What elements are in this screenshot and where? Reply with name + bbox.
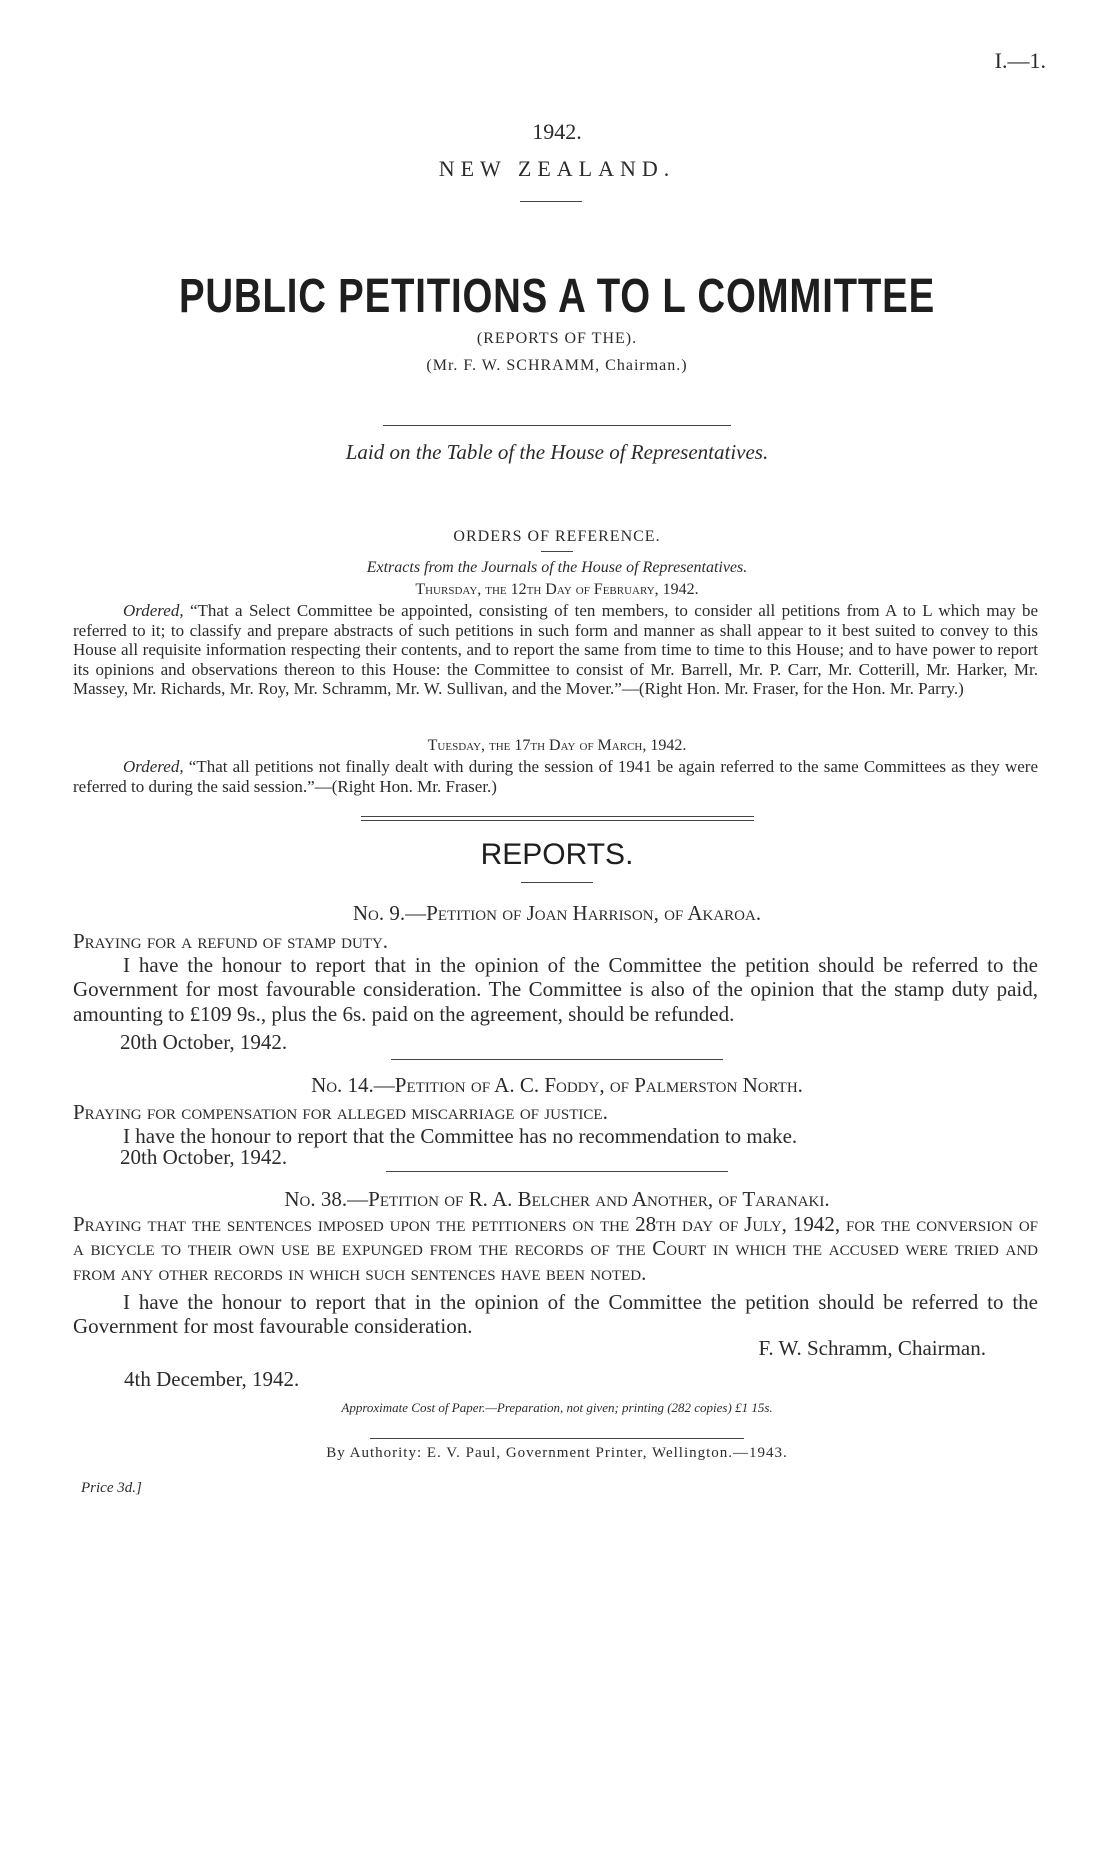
divider xyxy=(386,1171,728,1172)
chairman-line: (Mr. F. W. SCHRAMM, Chairman.) xyxy=(426,357,688,374)
divider xyxy=(541,551,573,552)
report-date: 20th October, 1942. xyxy=(120,1030,288,1054)
signature: F. W. Schramm, Chairman. xyxy=(758,1336,986,1360)
order-1 xyxy=(73,601,1038,699)
report-praying xyxy=(73,1212,1038,1285)
order-date-2: Tuesday, the 17th Day of March, 1942. xyxy=(427,737,687,754)
divider xyxy=(370,1438,744,1439)
cost-note xyxy=(0,1400,1114,1416)
report-title: No. 38.—Petition of R. A. Belcher and Another, of Taranaki. xyxy=(284,1187,830,1211)
order-date-1: Thursday, the 12th Day of February, 1942. xyxy=(415,581,699,598)
report-title: No. 14.—Petition of A. C. Foddy, of Palmerston North. xyxy=(311,1073,803,1097)
page-title: PUBLIC PETITIONS A TO L COMMITTEE xyxy=(178,270,936,323)
praying-text: Praying that the sentences imposed upon the petitioners on the 28th day of July, 1942, for the conversion of a bicycle to their own use be expunged from the records of the Court in which the accused were tried and from any other records in which such sentences have been noted. xyxy=(73,1212,1038,1285)
order-1-label: Ordered, xyxy=(123,601,184,620)
divider xyxy=(391,1059,723,1060)
order-2 xyxy=(73,757,1038,796)
order-2-text: “That all petitions not finally dealt with during the session of 1941 be again referred to the same Committees as they were referred to during the said session.”—(Right Hon. Mr. Fraser.) xyxy=(73,757,1039,796)
year: 1942. xyxy=(532,119,582,144)
reports-heading: REPORTS. xyxy=(480,838,634,871)
divider xyxy=(521,882,593,883)
price: Price 3d.] xyxy=(81,1480,142,1496)
country: NEW ZEALAND. xyxy=(438,156,676,181)
subtitle: (REPORTS OF THE). xyxy=(476,330,638,347)
report-praying xyxy=(73,929,1038,953)
praying-text: Praying for a refund of stamp duty. xyxy=(73,929,389,953)
report-body: I have the honour to report that in the opinion of the Committee the petition should be referred to the Government for most favourable consideration. xyxy=(73,1290,1038,1339)
report-date: 4th December, 1942. xyxy=(124,1367,300,1391)
report-title: No. 9.—Petition of Joan Harrison, of Akaroa. xyxy=(352,901,762,925)
order-1-text: “That a Select Committee be appointed, consisting of ten members, to consider all petitions from A to L which may be referred to it; to classify and prepare abstracts of such petitions in such form and manner as shall appear to it best suited to convey to this House all requisite information respecting their contents, and to report the same from time to time to this House; and to have power to report its opinions and observations thereon to this House: the Committee to consist of Mr. Barrell, Mr. P. Carr, Mr. Cotterill, Mr. Harker, Mr. Massey, Mr. Richards, Mr. Roy, Mr. Schramm, Mr. W. Sullivan, and the Mover.”—(Right Hon. Mr. Fraser, for the Hon. Mr. Parry.) xyxy=(73,601,1039,699)
document-code: I.—1. xyxy=(994,48,1046,73)
orders-heading: ORDERS OF REFERENCE. xyxy=(453,528,661,545)
divider xyxy=(383,425,731,426)
cost-text: Approximate Cost of Paper.—Preparation, not given; printing (282 copies) £1 15s. xyxy=(341,1400,773,1415)
divider xyxy=(520,201,582,202)
report-body: I have the honour to report that in the opinion of the Committee the petition should be referred to the Government for most favourable consideration. The Committee is also of the opinion that the stamp duty paid, amounting to £109 9s., plus the 6s. paid on the agreement, should be refunded. xyxy=(73,953,1038,1026)
order-2-label: Ordered, xyxy=(123,757,184,776)
report-body: I have the honour to report that the Committee has no recommendation to make. xyxy=(123,1124,798,1148)
laid-notice: Laid on the Table of the House of Representatives. xyxy=(345,440,769,464)
praying-text: Praying for compensation for alleged miscarriage of justice. xyxy=(73,1100,608,1124)
double-divider xyxy=(361,816,754,821)
authority-line: By Authority: E. V. Paul, Government Printer, Wellington.—1943. xyxy=(326,1445,788,1461)
extracts-line: Extracts from the Journals of the House of Representatives. xyxy=(366,559,748,576)
report-date: 20th October, 1942. xyxy=(120,1145,288,1169)
report-praying xyxy=(73,1100,1038,1124)
